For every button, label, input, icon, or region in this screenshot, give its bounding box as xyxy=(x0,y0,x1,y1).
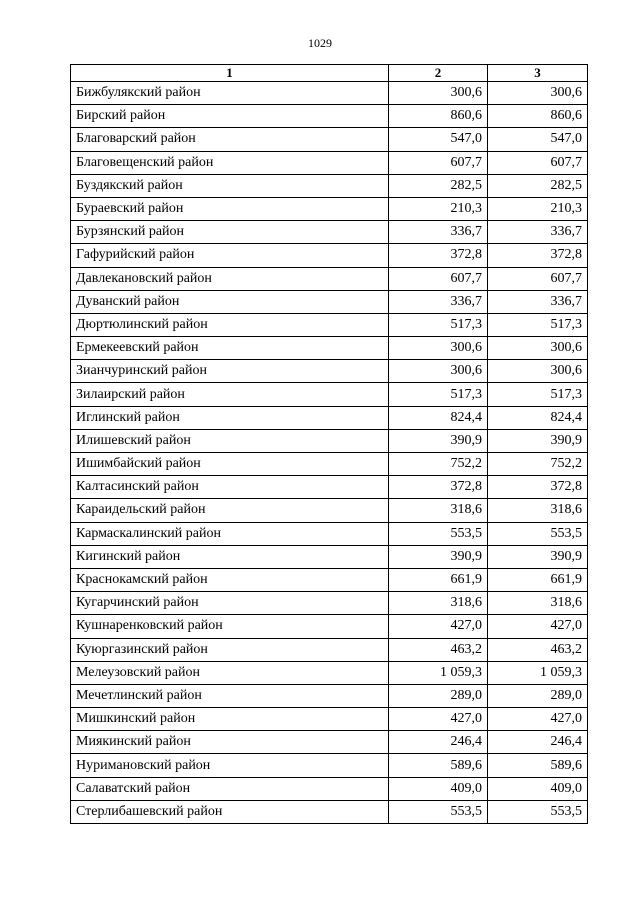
district-name-cell: Ишимбайский район xyxy=(71,453,389,476)
value-col3-cell: 589,6 xyxy=(488,754,588,777)
table-row xyxy=(71,592,588,615)
district-name-cell: Мелеузовский район xyxy=(71,661,389,684)
value-col2-cell: 752,2 xyxy=(389,453,488,476)
table-row xyxy=(71,453,588,476)
value-col3-cell: 409,0 xyxy=(488,777,588,800)
table-row xyxy=(71,406,588,429)
table-row xyxy=(71,429,588,452)
value-col3-cell: 300,6 xyxy=(488,360,588,383)
value-col2-cell: 427,0 xyxy=(389,708,488,731)
value-col2-cell: 1 059,3 xyxy=(389,661,488,684)
value-col3-cell: 336,7 xyxy=(488,221,588,244)
district-name-cell: Бурзянский район xyxy=(71,221,389,244)
table-row xyxy=(71,684,588,707)
district-name-cell: Бирский район xyxy=(71,105,389,128)
district-name-cell: Караидельский район xyxy=(71,499,389,522)
table-row xyxy=(71,244,588,267)
table-row xyxy=(71,151,588,174)
value-col2-cell: 336,7 xyxy=(389,221,488,244)
value-col3-cell: 517,3 xyxy=(488,313,588,336)
value-col3-cell: 372,8 xyxy=(488,476,588,499)
value-col2-cell: 553,5 xyxy=(389,522,488,545)
district-table xyxy=(70,64,588,824)
district-name-cell: Салаватский район xyxy=(71,777,389,800)
column-header-2: 2 xyxy=(389,65,488,82)
value-col3-cell: 289,0 xyxy=(488,684,588,707)
district-name-cell: Миякинский район xyxy=(71,731,389,754)
table-row xyxy=(71,638,588,661)
value-col2-cell: 390,9 xyxy=(389,429,488,452)
value-col2-cell: 409,0 xyxy=(389,777,488,800)
value-col2-cell: 318,6 xyxy=(389,592,488,615)
value-col2-cell: 372,8 xyxy=(389,244,488,267)
value-col2-cell: 390,9 xyxy=(389,545,488,568)
district-name-cell: Дюртюлинский район xyxy=(71,313,389,336)
district-name-cell: Краснокамский район xyxy=(71,568,389,591)
district-name-cell: Стерлибашевский район xyxy=(71,800,389,823)
value-col3-cell: 427,0 xyxy=(488,615,588,638)
value-col3-cell: 517,3 xyxy=(488,383,588,406)
table-row xyxy=(71,128,588,151)
column-header-1: 1 xyxy=(71,65,389,82)
value-col3-cell: 427,0 xyxy=(488,708,588,731)
table-row xyxy=(71,197,588,220)
table-row xyxy=(71,105,588,128)
district-name-cell: Ермекеевский район xyxy=(71,337,389,360)
table-row xyxy=(71,476,588,499)
value-col2-cell: 282,5 xyxy=(389,174,488,197)
district-name-cell: Мечетлинский район xyxy=(71,684,389,707)
table-row xyxy=(71,731,588,754)
table-row xyxy=(71,267,588,290)
district-name-cell: Кугарчинский район xyxy=(71,592,389,615)
table-row xyxy=(71,754,588,777)
district-name-cell: Куюргазинский район xyxy=(71,638,389,661)
value-col3-cell: 607,7 xyxy=(488,267,588,290)
table-row xyxy=(71,661,588,684)
table-row xyxy=(71,290,588,313)
value-col3-cell: 824,4 xyxy=(488,406,588,429)
value-col2-cell: 860,6 xyxy=(389,105,488,128)
value-col2-cell: 517,3 xyxy=(389,313,488,336)
value-col3-cell: 607,7 xyxy=(488,151,588,174)
district-name-cell: Нуримановский район xyxy=(71,754,389,777)
table-body xyxy=(71,82,588,824)
value-col3-cell: 390,9 xyxy=(488,429,588,452)
value-col3-cell: 752,2 xyxy=(488,453,588,476)
value-col3-cell: 547,0 xyxy=(488,128,588,151)
table-row xyxy=(71,545,588,568)
district-name-cell: Давлекановский район xyxy=(71,267,389,290)
value-col2-cell: 300,6 xyxy=(389,360,488,383)
value-col2-cell: 661,9 xyxy=(389,568,488,591)
table-row xyxy=(71,568,588,591)
district-name-cell: Гафурийский район xyxy=(71,244,389,267)
value-col2-cell: 318,6 xyxy=(389,499,488,522)
table-row xyxy=(71,499,588,522)
value-col2-cell: 463,2 xyxy=(389,638,488,661)
value-col3-cell: 318,6 xyxy=(488,592,588,615)
table-row xyxy=(71,82,588,105)
value-col3-cell: 661,9 xyxy=(488,568,588,591)
value-col3-cell: 282,5 xyxy=(488,174,588,197)
value-col3-cell: 553,5 xyxy=(488,800,588,823)
value-col2-cell: 210,3 xyxy=(389,197,488,220)
table-header-row xyxy=(71,65,588,82)
value-col2-cell: 300,6 xyxy=(389,82,488,105)
table-row xyxy=(71,708,588,731)
value-col3-cell: 553,5 xyxy=(488,522,588,545)
value-col2-cell: 589,6 xyxy=(389,754,488,777)
district-name-cell: Бураевский район xyxy=(71,197,389,220)
district-name-cell: Кушнаренковский район xyxy=(71,615,389,638)
table-row xyxy=(71,174,588,197)
table-row xyxy=(71,313,588,336)
value-col2-cell: 547,0 xyxy=(389,128,488,151)
district-name-cell: Бижбулякский район xyxy=(71,82,389,105)
value-col3-cell: 860,6 xyxy=(488,105,588,128)
value-col3-cell: 300,6 xyxy=(488,337,588,360)
district-name-cell: Иглинский район xyxy=(71,406,389,429)
value-col3-cell: 246,4 xyxy=(488,731,588,754)
value-col3-cell: 372,8 xyxy=(488,244,588,267)
table-row xyxy=(71,383,588,406)
value-col2-cell: 289,0 xyxy=(389,684,488,707)
value-col3-cell: 300,6 xyxy=(488,82,588,105)
district-name-cell: Благовещенский район xyxy=(71,151,389,174)
value-col3-cell: 390,9 xyxy=(488,545,588,568)
value-col3-cell: 318,6 xyxy=(488,499,588,522)
value-col2-cell: 336,7 xyxy=(389,290,488,313)
district-name-cell: Зианчуринский район xyxy=(71,360,389,383)
column-header-3: 3 xyxy=(488,65,588,82)
value-col2-cell: 553,5 xyxy=(389,800,488,823)
district-name-cell: Мишкинский район xyxy=(71,708,389,731)
table-row xyxy=(71,360,588,383)
table-row xyxy=(71,615,588,638)
district-name-cell: Кигинский район xyxy=(71,545,389,568)
district-name-cell: Илишевский район xyxy=(71,429,389,452)
value-col2-cell: 607,7 xyxy=(389,151,488,174)
table-row xyxy=(71,777,588,800)
value-col2-cell: 517,3 xyxy=(389,383,488,406)
table-row xyxy=(71,221,588,244)
district-name-cell: Благоварский район xyxy=(71,128,389,151)
district-name-cell: Калтасинский район xyxy=(71,476,389,499)
district-name-cell: Буздякский район xyxy=(71,174,389,197)
district-name-cell: Дуванский район xyxy=(71,290,389,313)
value-col3-cell: 1 059,3 xyxy=(488,661,588,684)
table-row xyxy=(71,800,588,823)
value-col3-cell: 463,2 xyxy=(488,638,588,661)
table-row xyxy=(71,337,588,360)
district-name-cell: Кармаскалинский район xyxy=(71,522,389,545)
value-col2-cell: 824,4 xyxy=(389,406,488,429)
value-col2-cell: 300,6 xyxy=(389,337,488,360)
page-number: 1029 xyxy=(308,36,332,50)
value-col2-cell: 372,8 xyxy=(389,476,488,499)
value-col2-cell: 607,7 xyxy=(389,267,488,290)
table-row xyxy=(71,522,588,545)
value-col2-cell: 246,4 xyxy=(389,731,488,754)
value-col2-cell: 427,0 xyxy=(389,615,488,638)
value-col3-cell: 210,3 xyxy=(488,197,588,220)
value-col3-cell: 336,7 xyxy=(488,290,588,313)
district-name-cell: Зилаирский район xyxy=(71,383,389,406)
